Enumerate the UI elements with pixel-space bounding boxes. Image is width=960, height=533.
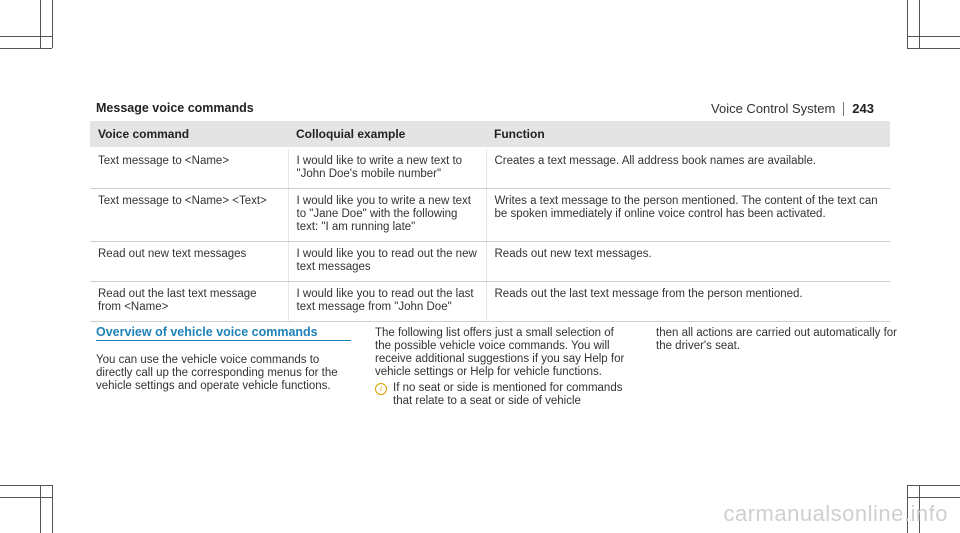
column-header: Voice command [90, 121, 288, 148]
info-icon: i [375, 383, 387, 395]
section-title: Message voice commands [96, 101, 254, 115]
overview-paragraph: The following list offers just a small selection of the possible vehicle voice commands. You will receive additional suggestions if you say Help for vehicle settings or Help for vehicle functions. [375, 327, 625, 378]
crop-mark [919, 0, 920, 48]
page-number: 243 [852, 101, 874, 116]
table-cell: Read out the last text message from <Name> [90, 282, 288, 322]
note [375, 382, 625, 408]
crop-mark [0, 36, 52, 37]
crop-mark [907, 0, 908, 48]
crop-mark [907, 36, 960, 37]
watermark: carmanualsonline.info [723, 501, 948, 526]
table-cell: I would like you to read out the last text message from "John Doe" [288, 282, 486, 322]
table-header-row [90, 121, 890, 148]
table-cell: Text message to <Name> <Text> [90, 189, 288, 242]
table-cell: Read out new text messages [90, 242, 288, 282]
voice-command-table [90, 121, 890, 322]
crop-mark [0, 497, 52, 498]
table-row [90, 189, 890, 242]
crop-mark [907, 497, 960, 498]
table-cell: Creates a text message. All address book names are available. [486, 148, 890, 189]
table-row [90, 242, 890, 282]
header-separator [843, 102, 844, 116]
overview-title-underline [96, 340, 351, 341]
table-cell: Reads out the last text message from the person mentioned. [486, 282, 890, 322]
overview-column-1 [96, 354, 354, 393]
table-cell: I would like to write a new text to "John Doe's mobile number" [288, 148, 486, 189]
table-row [90, 148, 890, 189]
overview-column-2 [375, 327, 625, 408]
overview-paragraph: then all actions are carried out automatically for the driver's seat. [656, 327, 897, 352]
table-row [90, 282, 890, 322]
crop-mark [0, 485, 52, 486]
table-cell: I would like you to read out the new text messages [288, 242, 486, 282]
running-header-title: Voice Control System [711, 101, 836, 116]
overview-column-3 [656, 327, 901, 353]
running-header [711, 101, 874, 116]
table-cell: Reads out new text messages. [486, 242, 890, 282]
crop-mark [52, 0, 53, 48]
table-cell: Text message to <Name> [90, 148, 288, 189]
crop-mark [0, 48, 52, 49]
note-text: If no seat or side is mentioned for commands that relate to a seat or side of vehicle [393, 382, 623, 407]
crop-mark [907, 485, 960, 486]
crop-mark [40, 0, 41, 48]
column-header: Colloquial example [288, 121, 486, 148]
table-cell: Writes a text message to the person mentioned. The content of the text can be spoken immediately if online voice control has been activated. [486, 189, 890, 242]
column-header: Function [486, 121, 890, 148]
crop-mark [40, 485, 41, 533]
overview-title: Overview of vehicle voice commands [96, 325, 318, 339]
overview-paragraph: You can use the vehicle voice commands to directly call up the corresponding menus for the vehicle settings and operate vehicle functions. [96, 354, 338, 392]
table-cell: I would like you to write a new text to "Jane Doe" with the following text: "I am running late" [288, 189, 486, 242]
crop-mark [52, 485, 53, 533]
crop-mark [907, 48, 960, 49]
